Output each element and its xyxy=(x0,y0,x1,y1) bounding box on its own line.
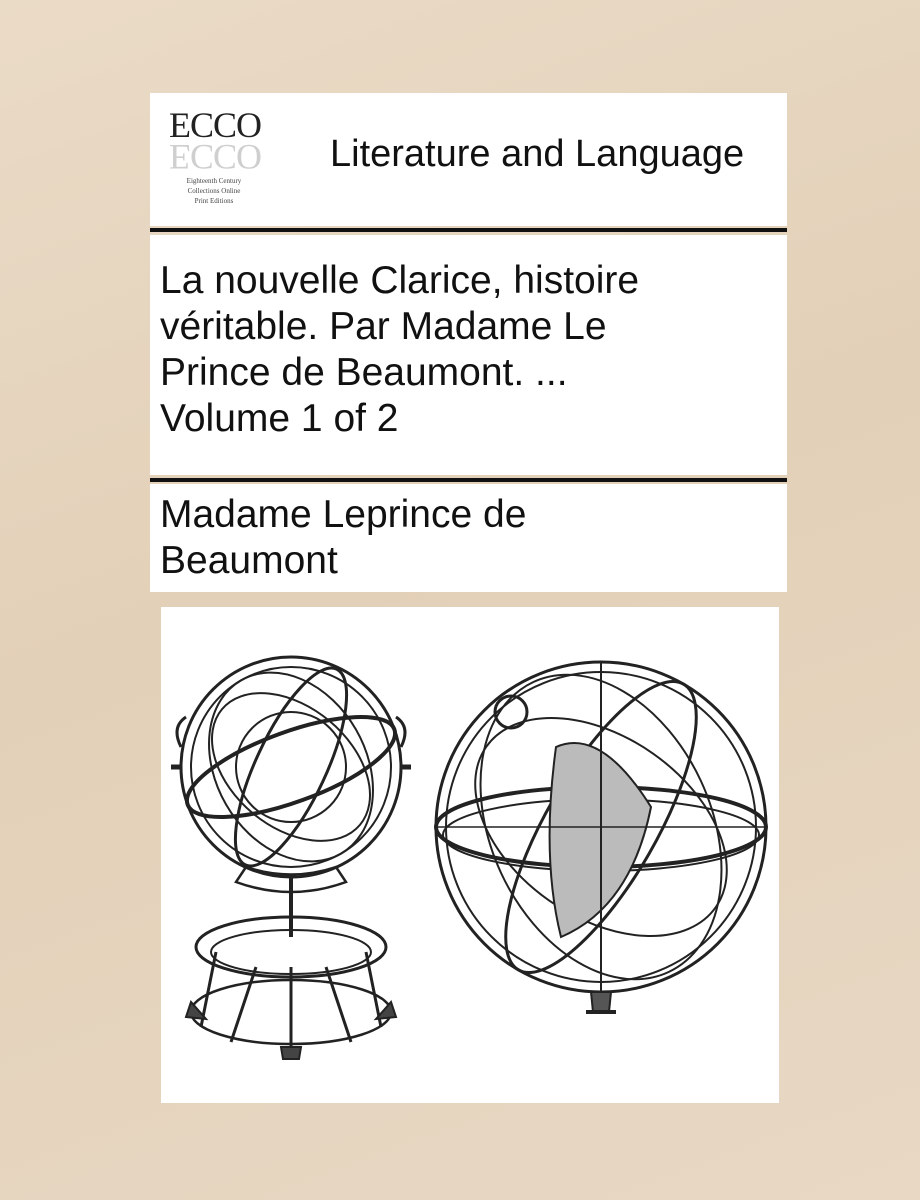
header-divider xyxy=(150,228,787,232)
logo-line: Print Editions xyxy=(194,197,234,205)
author-line: Madame Leprince de xyxy=(160,493,527,536)
series-title: Literature and Language xyxy=(330,133,745,175)
logo-line: Eighteenth Century xyxy=(186,177,242,185)
author-line: Beaumont xyxy=(160,539,338,582)
title-divider xyxy=(150,478,787,482)
logo-line: Collections Online xyxy=(187,187,241,195)
illustration-panel xyxy=(161,607,779,1103)
book-author xyxy=(160,492,770,584)
right-armillary-sphere xyxy=(434,636,769,1019)
title-line: Prince de Beaumont. ... xyxy=(160,351,568,394)
logo-mark: ECCO xyxy=(169,105,262,145)
title-line: véritable. Par Madame Le xyxy=(160,305,607,348)
title-line: Volume 1 of 2 xyxy=(160,397,399,440)
ecco-logo xyxy=(165,105,263,215)
left-armillary-sphere xyxy=(171,643,411,1059)
logo-mark-reflection: ECCO xyxy=(169,137,262,177)
title-line: La nouvelle Clarice, histoire xyxy=(160,259,640,302)
book-title xyxy=(160,258,770,442)
armillary-spheres-illustration xyxy=(161,607,779,1103)
